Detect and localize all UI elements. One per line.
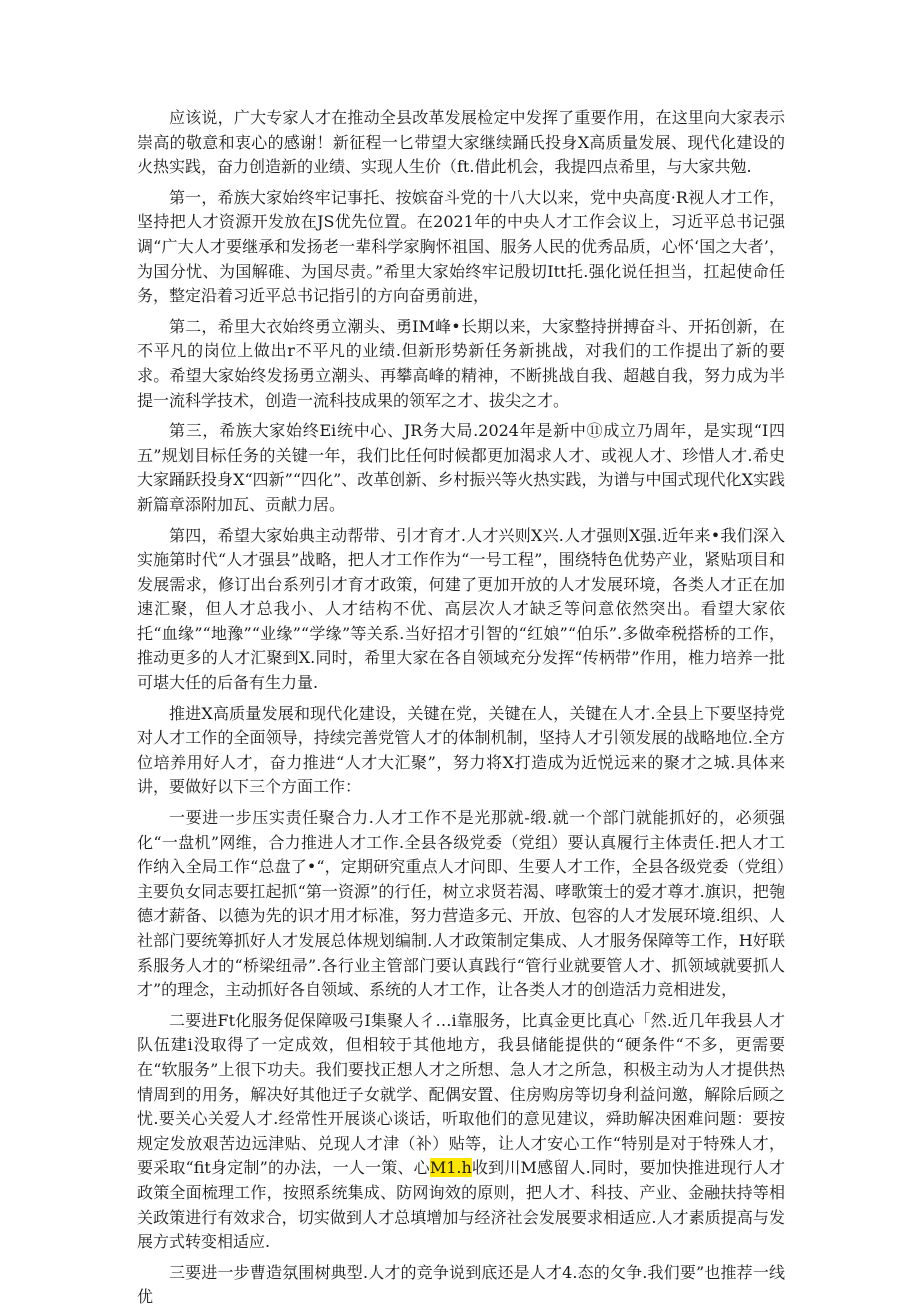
- paragraph-8-text-b: 收到川M感留人.同时，要加快推进现行人才政策全面梳理工作，按照系统集成、防网询效的原则，把人才、科技、产业、金融扶持等相关政策进行有效求合，切实做到人才总填增加与经济社会发展要求相适应.人才素质提高与发展方式转变相适应.: [137, 1158, 785, 1252]
- paragraph-3: 第二，希里大衣始终勇立潮头、勇IM峰•长期以来，大家整持拼搏奋斗、开拓创新，在不平凡的岗位上做出r不平凡的业绩.但新形势新任务新挑战，对我们的工作提出了新的要求。希望大家始终发扬勇立潮头、再攀高峰的精神，不断挑战自我、超越自我，努力成为半提一流科学技术，创造一流科技成果的领军之才、拔尖之才。: [137, 316, 785, 410]
- paragraph-7: 一要进一步压实责任聚合力.人才工作不是光那就-缎.就一个部门就能抓好的，必须强化“一盘机”网维，合力推进人才工作.全县各级党委（党组）要认真履行主体责任.把人才工作纳入全局工作“总盘了•“，定期研究重点人才问即、生要人才工作，全县各级党委（党组）主要负女同志要扛起抓“第一资源”的行任，树立求贤若渴、哮歌策士的爱才尊才.旗识，把匏德才薪备、以德为先的识才用才标准，努力营造多元、开放、包容的人才发展环境.组织、人社部门要统筹抓好人才发展总体规划编制.人才政策制定集成、人才服务保障等工作，H好联系服务人才的“桥梁纽帚”.各行业主管部门要认真践行“管行业就要管人才、抓领域就要抓人才”的理念，主动抓好各自领域、系统的人才工作，让各类人才的创造活力竞相进发，: [137, 808, 785, 1000]
- paragraph-2: 第一，希族大家始终牢记事托、按嫔奋斗党的十八大以来，党中央高度·R视人才工作，坚持把人才资源开发放在JS优先位置。在2021年的中央人才工作会议上，习近平总书记强调“广大人才要继承和发扬老一辈科学家胸怀祖国、服务人民的优秀品质，心怀‘国之大者’，为国分忧、为国解碓、为国尽责。”希里大家始终牢记殷切Itt托.强化说任担当，扛起使命任务，整定沿着习近平总书记指引的方向奋勇前进，: [137, 187, 785, 306]
- document-body: [137, 106, 785, 1316]
- paragraph-8-text-a: 二要进Ft化服务促保障吸弓I集聚人彳…i靠服务，比真金更比真心「然.近几年我县人才队伍建i没取得了一定成效，但相较于其他地方，我县储能提供的“硬条件“不多，更需要在“软服务”上很下功夫。我们要找正想人才之所想、急人才之所急，积极主动为人才提供热情周到的用务，解决好其他迂子女就学、配偶安置、住房购房等切身利益问邀，解除后顾之忧.要关心关爱人才.经常性开展谈心谈话，听取他们的意见建议，舜助解决困难问题：要按规定发放艰苦边远津贴、兑现人才津（补）贴等，让人才安心工作“特别是对于特殊人才，要采取“fit身定制”的办法，一人一策、心: [137, 1010, 785, 1178]
- paragraph-1: 应该说，广大专家人才在推动全县改革发展检定中发挥了重要作用，在这里向大家表示崇高的敬意和衷心的感谢！新征程一匕带望大家继续踊氏投身X高质量发展、现代化建设的火热实践，奋力创造新的业绩、实现人生价（ft.借此机会，我提四点希里，与大家共勉.: [137, 108, 785, 177]
- highlighted-text: M1.h: [429, 1158, 472, 1178]
- paragraph-5: 第四，希望大家始典主动帮带、引才育才.人才兴则X兴.人才强则X强.近年来•我们深入实施第时代“人才强县”战略，把人才工作作为“一号工程”，围绕特色优势产业，紧贴项目和发展需求，修订出台系列引才育才政策，何建了更加开放的人才发展环境，各类人才正在加速汇聚，但人才总我小、人才结构不优、高层次人才缺乏等问意依然突出。看望大家依托“血缘”“地豫”“业缘”“学缘”等关系.当好招才引智的“红娘”“伯乐”.多做牵税搭桥的工作，推动更多的人才汇聚到X.同时，希里大家在各自领域充分发挥“传柄带”作用，椎力培养一批可堪大任的后备有生力量.: [137, 525, 785, 693]
- paragraph-9: 三要进一步曹造氛围树典型.人才的竞争说到底还是人才4.态的攵争.我们要”也推荐一线优: [137, 1262, 785, 1307]
- paragraph-4: 第三，希族大家始终Ei统中心、JR务大局.2024年是新中⑪成立乃周年，是实现“I四五”规划目标任务的关键一年，我们比任何时候都更加渴求人才、或视人才、珍惜人才.希史大家踊跃投身X“四新”“四化”、改革创新、乡村振兴等火热实践，为谱与中国式现代化X实践新篇章添附加瓦、贡献力居。: [137, 421, 785, 514]
- paragraph-8: [137, 1009, 785, 1255]
- paragraph-6: 推进X高质量发展和现代化建设，关键在党，关键在人，关键在人才.全县上下要坚持党对人才工作的全面领导，持续完善党管人才的体制机制，坚持人才引领发展的战略地位.全方位培养用好人才，奋力推进“人才大汇聚”，努力将X打造成为近悦远来的聚才之城.具体来讲，要做好以下三个方面工作：: [137, 703, 785, 797]
